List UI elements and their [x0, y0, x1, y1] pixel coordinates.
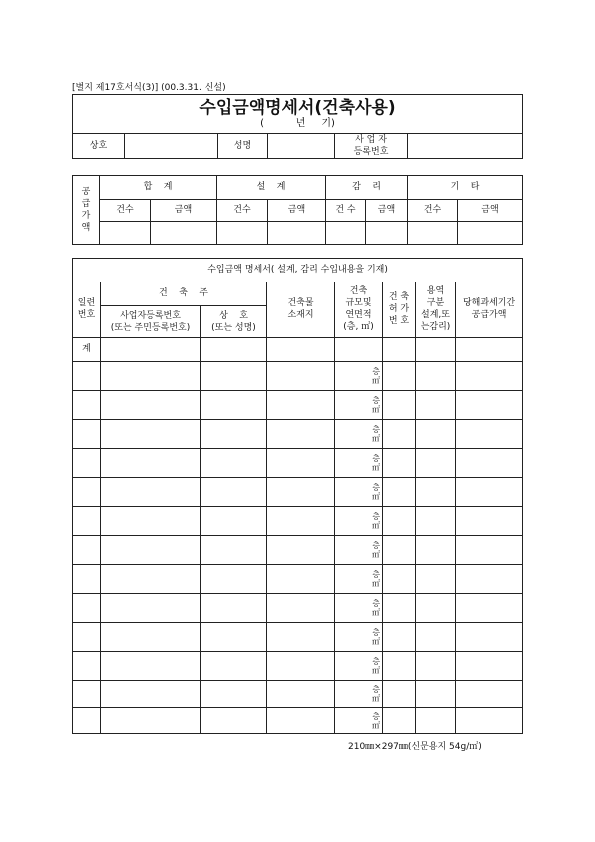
supply-side-char-2: 급	[81, 199, 91, 209]
row-location-cell[interactable]	[267, 449, 335, 478]
table-row	[73, 391, 523, 420]
serial-header-line1: 일련	[77, 298, 96, 309]
row-reg-no-cell[interactable]	[101, 449, 201, 478]
row-permit-cell[interactable]	[383, 362, 416, 391]
total-amount-label: 금액	[151, 200, 217, 222]
reg-no-header-line2: (또는 주민등록번호)	[110, 322, 191, 333]
row-reg-no-cell[interactable]	[101, 652, 201, 681]
floor-unit-label: 층	[372, 541, 380, 550]
row-serial-cell[interactable]	[73, 507, 101, 536]
row-scale-cell[interactable]	[335, 681, 383, 708]
row-trade-cell[interactable]	[201, 536, 267, 565]
row-serial-cell[interactable]	[73, 623, 101, 652]
year-period: ( 년 기)	[260, 118, 335, 129]
total-row-trade[interactable]	[201, 338, 267, 362]
trade-header-line1: 상 호	[219, 310, 248, 321]
row-serial-cell[interactable]	[73, 420, 101, 449]
supply-side-char-1: 공	[81, 187, 91, 197]
row-permit-cell[interactable]	[383, 449, 416, 478]
row-service-cell[interactable]	[416, 708, 456, 734]
row-permit-cell[interactable]	[383, 420, 416, 449]
row-reg-no-cell[interactable]	[101, 507, 201, 536]
row-supply-value-cell[interactable]	[456, 362, 523, 391]
row-service-cell[interactable]	[416, 478, 456, 507]
serial-header	[73, 282, 101, 338]
row-scale-cell[interactable]	[335, 391, 383, 420]
row-supply-value-cell[interactable]	[456, 708, 523, 734]
row-location-cell[interactable]	[267, 478, 335, 507]
area-unit-label: ㎡	[372, 637, 380, 646]
biz-reg-label-line2: 등록번호	[353, 147, 389, 157]
row-reg-no-cell[interactable]	[101, 594, 201, 623]
total-count-label: 건수	[100, 200, 151, 222]
row-serial-cell[interactable]	[73, 391, 101, 420]
row-serial-cell[interactable]	[73, 708, 101, 734]
supervision-amount-field[interactable]	[366, 222, 408, 245]
row-location-cell[interactable]	[267, 652, 335, 681]
supply-value-header-line1: 당해과세기간	[462, 298, 516, 309]
row-reg-no-cell[interactable]	[101, 623, 201, 652]
scale-header-line1: 건축	[349, 286, 368, 297]
biz-reg-label	[335, 134, 408, 159]
row-trade-cell[interactable]	[201, 420, 267, 449]
other-header: 기 타	[408, 176, 523, 200]
table-row	[73, 362, 523, 391]
row-trade-cell[interactable]	[201, 681, 267, 708]
row-serial-cell[interactable]	[73, 652, 101, 681]
reg-no-header-line1: 사업자등록번호	[120, 310, 181, 321]
row-reg-no-cell[interactable]	[101, 478, 201, 507]
area-unit-label: ㎡	[372, 550, 380, 559]
row-reg-no-cell[interactable]	[101, 536, 201, 565]
area-unit-label: ㎡	[372, 376, 380, 385]
location-header-line1: 건축물	[287, 298, 314, 309]
row-service-cell[interactable]	[416, 536, 456, 565]
total-row-service[interactable]	[416, 338, 456, 362]
row-supply-value-cell[interactable]	[456, 623, 523, 652]
row-service-cell[interactable]	[416, 652, 456, 681]
row-supply-value-cell[interactable]	[456, 420, 523, 449]
table-row	[73, 708, 523, 734]
row-serial-cell[interactable]	[73, 681, 101, 708]
permit-header-line2: 허 가	[388, 304, 410, 315]
location-header-line2: 소재지	[287, 310, 314, 321]
row-supply-value-cell[interactable]	[456, 449, 523, 478]
row-service-cell[interactable]	[416, 391, 456, 420]
row-permit-cell[interactable]	[383, 507, 416, 536]
table-row	[73, 536, 523, 565]
table-row	[73, 420, 523, 449]
supply-value-header-line2: 공급가액	[471, 310, 507, 321]
row-service-cell[interactable]	[416, 449, 456, 478]
row-scale-cell[interactable]	[335, 565, 383, 594]
floor-unit-label: 층	[372, 657, 380, 666]
row-serial-cell[interactable]	[73, 478, 101, 507]
row-location-cell[interactable]	[267, 536, 335, 565]
design-header: 설 계	[217, 176, 326, 200]
total-amount-field[interactable]	[151, 222, 217, 245]
paper-size-note: 210㎜×297㎜(신문용지 54g/㎡)	[348, 742, 482, 752]
row-reg-no-cell[interactable]	[101, 565, 201, 594]
supervision-count-field[interactable]	[326, 222, 366, 245]
row-permit-cell[interactable]	[383, 536, 416, 565]
area-unit-label: ㎡	[372, 579, 380, 588]
row-supply-value-cell[interactable]	[456, 681, 523, 708]
area-unit-label: ㎡	[372, 608, 380, 617]
row-scale-cell[interactable]	[335, 362, 383, 391]
row-trade-cell[interactable]	[201, 623, 267, 652]
row-serial-cell[interactable]	[73, 362, 101, 391]
row-supply-value-cell[interactable]	[456, 652, 523, 681]
row-supply-value-cell[interactable]	[456, 507, 523, 536]
row-location-cell[interactable]	[267, 507, 335, 536]
title-cell	[73, 95, 523, 134]
detail-table	[72, 258, 523, 734]
form-number-label: [별지 제17호서식(3)] (00.3.31. 신설)	[72, 83, 226, 93]
row-trade-cell[interactable]	[201, 565, 267, 594]
row-permit-cell[interactable]	[383, 478, 416, 507]
other-count-label: 건수	[408, 200, 458, 222]
row-permit-cell[interactable]	[383, 594, 416, 623]
table-row	[73, 449, 523, 478]
row-location-cell[interactable]	[267, 391, 335, 420]
row-trade-cell[interactable]	[201, 449, 267, 478]
area-unit-label: ㎡	[372, 434, 380, 443]
client-header: 건 축 주	[101, 282, 267, 306]
supply-side-char-3: 가	[81, 211, 91, 221]
other-count-field[interactable]	[408, 222, 458, 245]
floor-unit-label: 층	[372, 367, 380, 376]
service-header	[416, 282, 456, 338]
row-location-cell[interactable]	[267, 623, 335, 652]
row-supply-value-cell[interactable]	[456, 594, 523, 623]
floor-unit-label: 층	[372, 599, 380, 608]
row-service-cell[interactable]	[416, 362, 456, 391]
permit-header-line1: 건 축	[388, 292, 410, 303]
row-trade-cell[interactable]	[201, 362, 267, 391]
biz-reg-field[interactable]	[408, 134, 523, 159]
service-header-line1: 용역	[426, 286, 445, 297]
row-location-cell[interactable]	[267, 594, 335, 623]
other-amount-label: 금액	[458, 200, 523, 222]
scale-header-line4: (층, ㎡)	[343, 322, 374, 333]
row-service-cell[interactable]	[416, 420, 456, 449]
table-row	[73, 594, 523, 623]
permit-header-line3: 번 호	[388, 316, 410, 327]
total-row-label: 계	[73, 338, 101, 362]
design-amount-field[interactable]	[268, 222, 326, 245]
area-unit-label: ㎡	[372, 720, 380, 730]
row-trade-cell[interactable]	[201, 594, 267, 623]
row-service-cell[interactable]	[416, 594, 456, 623]
floor-unit-label: 층	[372, 685, 380, 694]
supply-value-header	[456, 282, 523, 338]
floor-unit-label: 층	[372, 454, 380, 463]
service-header-line4: 는감리)	[420, 322, 451, 333]
area-unit-label: ㎡	[372, 666, 380, 675]
total-row-permit[interactable]	[383, 338, 416, 362]
name-field[interactable]	[268, 134, 335, 159]
row-trade-cell[interactable]	[201, 478, 267, 507]
supervision-count-label: 건 수	[326, 200, 366, 222]
row-serial-cell[interactable]	[73, 565, 101, 594]
service-header-line2: 구분	[426, 298, 445, 309]
table-row	[73, 507, 523, 536]
floor-unit-label: 층	[372, 396, 380, 405]
row-permit-cell[interactable]	[383, 623, 416, 652]
row-scale-cell[interactable]	[335, 536, 383, 565]
scale-header	[335, 282, 383, 338]
service-header-line3: 설계,또	[421, 310, 450, 321]
row-reg-no-cell[interactable]	[101, 708, 201, 734]
supply-side-label	[73, 176, 100, 245]
row-reg-no-cell[interactable]	[101, 391, 201, 420]
permit-header	[383, 282, 416, 338]
row-serial-cell[interactable]	[73, 536, 101, 565]
row-location-cell[interactable]	[267, 362, 335, 391]
table-row	[73, 565, 523, 594]
trade-header-line2: (또는 성명)	[211, 322, 256, 333]
supply-table	[72, 175, 523, 245]
row-scale-cell[interactable]	[335, 594, 383, 623]
row-scale-cell[interactable]	[335, 449, 383, 478]
row-service-cell[interactable]	[416, 565, 456, 594]
row-permit-cell[interactable]	[383, 565, 416, 594]
total-row-supply-value[interactable]	[456, 338, 523, 362]
table-row	[73, 652, 523, 681]
detail-caption: 수입금액 명세서( 설계, 감리 수입내용을 기재)	[73, 259, 523, 282]
floor-unit-label: 층	[372, 425, 380, 434]
row-service-cell[interactable]	[416, 681, 456, 708]
floor-unit-label: 층	[372, 483, 380, 492]
area-unit-label: ㎡	[372, 492, 380, 501]
area-unit-label: ㎡	[372, 405, 380, 414]
row-supply-value-cell[interactable]	[456, 536, 523, 565]
table-row	[73, 623, 523, 652]
design-amount-label: 금액	[268, 200, 326, 222]
row-location-cell[interactable]	[267, 681, 335, 708]
company-label: 상호	[73, 134, 125, 159]
form-title: 수입금액명세서(건축사용)	[199, 98, 396, 118]
scale-header-line3: 연면적	[345, 310, 372, 321]
reg-no-header	[101, 306, 201, 338]
row-location-cell[interactable]	[267, 708, 335, 734]
row-permit-cell[interactable]	[383, 652, 416, 681]
row-reg-no-cell[interactable]	[101, 420, 201, 449]
name-label: 성명	[218, 134, 268, 159]
table-row	[73, 478, 523, 507]
trade-header	[201, 306, 267, 338]
row-supply-value-cell[interactable]	[456, 565, 523, 594]
company-field[interactable]	[125, 134, 218, 159]
row-trade-cell[interactable]	[201, 507, 267, 536]
row-trade-cell[interactable]	[201, 391, 267, 420]
row-serial-cell[interactable]	[73, 449, 101, 478]
row-scale-cell[interactable]	[335, 478, 383, 507]
row-scale-cell[interactable]	[335, 420, 383, 449]
row-serial-cell[interactable]	[73, 594, 101, 623]
floor-unit-label: 층	[372, 512, 380, 521]
floor-unit-label: 층	[372, 711, 380, 721]
row-permit-cell[interactable]	[383, 681, 416, 708]
supervision-header: 감 리	[326, 176, 408, 200]
location-header	[267, 282, 335, 338]
row-scale-cell[interactable]	[335, 652, 383, 681]
design-count-label: 건수	[217, 200, 268, 222]
row-location-cell[interactable]	[267, 565, 335, 594]
serial-header-line2: 번호	[77, 310, 96, 321]
other-amount-field[interactable]	[458, 222, 523, 245]
row-supply-value-cell[interactable]	[456, 391, 523, 420]
scale-header-line2: 규모및	[345, 298, 372, 309]
biz-reg-label-line1: 사 업 자	[355, 135, 387, 145]
row-service-cell[interactable]	[416, 623, 456, 652]
row-reg-no-cell[interactable]	[101, 362, 201, 391]
total-count-field[interactable]	[100, 222, 151, 245]
area-unit-label: ㎡	[372, 521, 380, 530]
area-unit-label: ㎡	[372, 694, 380, 703]
area-unit-label: ㎡	[372, 463, 380, 472]
row-trade-cell[interactable]	[201, 652, 267, 681]
total-row-location[interactable]	[267, 338, 335, 362]
row-scale-cell[interactable]	[335, 507, 383, 536]
row-permit-cell[interactable]	[383, 708, 416, 734]
floor-unit-label: 층	[372, 628, 380, 637]
row-service-cell[interactable]	[416, 507, 456, 536]
design-count-field[interactable]	[217, 222, 268, 245]
total-row-reg-no[interactable]	[101, 338, 201, 362]
row-supply-value-cell[interactable]	[456, 478, 523, 507]
row-reg-no-cell[interactable]	[101, 681, 201, 708]
row-location-cell[interactable]	[267, 420, 335, 449]
supply-side-char-4: 액	[81, 223, 91, 233]
row-trade-cell[interactable]	[201, 708, 267, 734]
header-table	[72, 94, 523, 159]
row-scale-cell[interactable]	[335, 623, 383, 652]
floor-unit-label: 층	[372, 570, 380, 579]
row-scale-cell[interactable]	[335, 708, 383, 734]
total-header: 합 계	[100, 176, 217, 200]
supervision-amount-label: 금액	[366, 200, 408, 222]
row-permit-cell[interactable]	[383, 391, 416, 420]
table-row	[73, 681, 523, 708]
total-row-scale[interactable]	[335, 338, 383, 362]
